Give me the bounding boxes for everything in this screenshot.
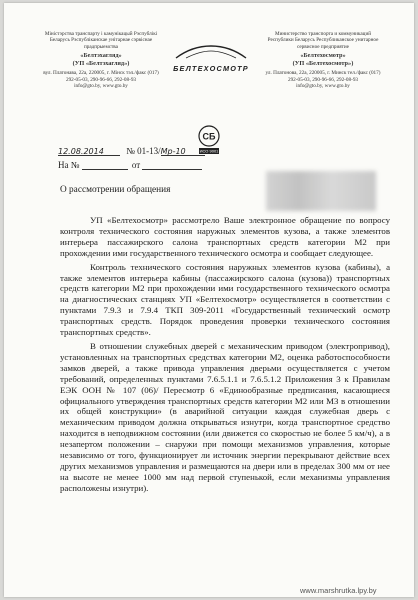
watermark: www.marshrutka.lpy.by: [300, 586, 377, 595]
date-field: [58, 146, 120, 156]
org-short-by: (УП «Белтэхагляд»): [72, 59, 130, 67]
ministry-text-by: Міністэрства транспарту і камунікацый Рэспублікі Беларусь Рэспубліканскае унітарнае сэрвіснае прадпрыемства: [44, 31, 158, 50]
seal-caption: ИСО 9001: [199, 148, 219, 154]
header-right: [262, 31, 384, 89]
ref-number-field: [82, 160, 128, 170]
ref-from-label: от: [131, 160, 141, 170]
reference-line: [58, 160, 202, 170]
date-handwritten: 12.08.2014: [58, 147, 104, 156]
company-logo: [172, 43, 250, 73]
number-handwritten: Мр-10: [160, 147, 186, 156]
paragraph: Контроль технического состояния наружных элементов кузова (кабины), а также элементов интерьера кабины (пассажирского салона (кузова)) транспортных средств категории М2 при прохождении ими государственного технического осмотра на диагностических станциях УП «Белтехосмотр» осуществляется в соответствии с пунктами 7.9.3 и 7.9.4 ТКП 309-2011 «Государственный технический осмотр транспортных средств. Порядок проведения проверки технического состояния транспортных средств».: [60, 261, 390, 338]
registration-line: [58, 146, 205, 156]
redacted-recipient: [266, 171, 376, 211]
address-ru: ул. Платонова, 22а, 220005, г. Минск тел./факс (017) 292-05-03, 290-96-66, 292-08-93: [265, 70, 381, 83]
number-value: 01-13/: [137, 146, 161, 156]
ref-label: На №: [58, 160, 80, 170]
logo-text: БЕЛТЕХОСМОТР: [173, 64, 249, 73]
number-label: №: [126, 146, 135, 156]
email-ru: info@gto.by, www.gto.by: [296, 83, 350, 90]
letter-body: [60, 215, 390, 497]
org-name-ru: «Белтехосмотр»: [300, 51, 346, 59]
seal-letters: СБ: [202, 131, 216, 142]
ministry-text-ru: Министерство транспорта и коммуникаций Республики Беларусь Республиканское унитарное сервисное предприятие: [267, 31, 379, 50]
letter-page: [4, 3, 414, 597]
email-by: info@gto.by, www.gto.by: [74, 83, 128, 90]
paragraph: УП «Белтехосмотр» рассмотрело Ваше электронное обращение по вопросу контроля технического состояния наружных элементов кузова, а также элементов интерьера пассажирского салона транспортных средств категории М2 при прохождении ими государственного технического осмотра и сообщает следующее.: [60, 215, 390, 258]
org-short-ru: (УП «Белтехосмотр»): [292, 59, 354, 67]
header-left: [40, 31, 162, 89]
paragraph: В отношении служебных дверей с механическим приводом (электропривод), установленных на транспортных средствах категории М2, оценка работоспособности замков дверей, а также привода управления дверьми осуществляется с учетом требований, определенных пунктами 7.6.5.1.1 и 7.6.5.1.2 Приложения 3 к Правилам ЕЭК ООН № 107 (06)/ Пересмотр 6 «Единообразные предписания, касающиеся официального утверждения транспортных средств категории М2 или М3 в отношении их общей конструкции» (в аварийной ситуации каждая служебная дверь с механическим приводом должна открываться изнутри, когда транспортное средство находится в неподвижном состоянии (или движется со скоростью не более 5 км/ч), а в незапертом положении – снаружи при помощи механизмов управления, которые независимо от того, функционирует ли источник энергии перекрывают действие всех других механизмов управления и размещаются на двери или в пределах 300 мм от нее на высоте не менее 1000 мм над первой ступенькой, если механизмы управления расположены изнутри).: [60, 340, 390, 493]
letter-subject: О рассмотрении обращения: [60, 185, 171, 195]
logo-car-icon: [172, 43, 250, 59]
number-field: [161, 146, 205, 156]
ref-date-field: [142, 160, 202, 170]
org-name-by: «Белтэхагляд»: [80, 51, 122, 59]
address-by: вул. Платонава, 22а, 220005, г. Мінск тэл./факс (017) 292-05-03, 290-96-66, 292-08-93: [43, 70, 159, 83]
